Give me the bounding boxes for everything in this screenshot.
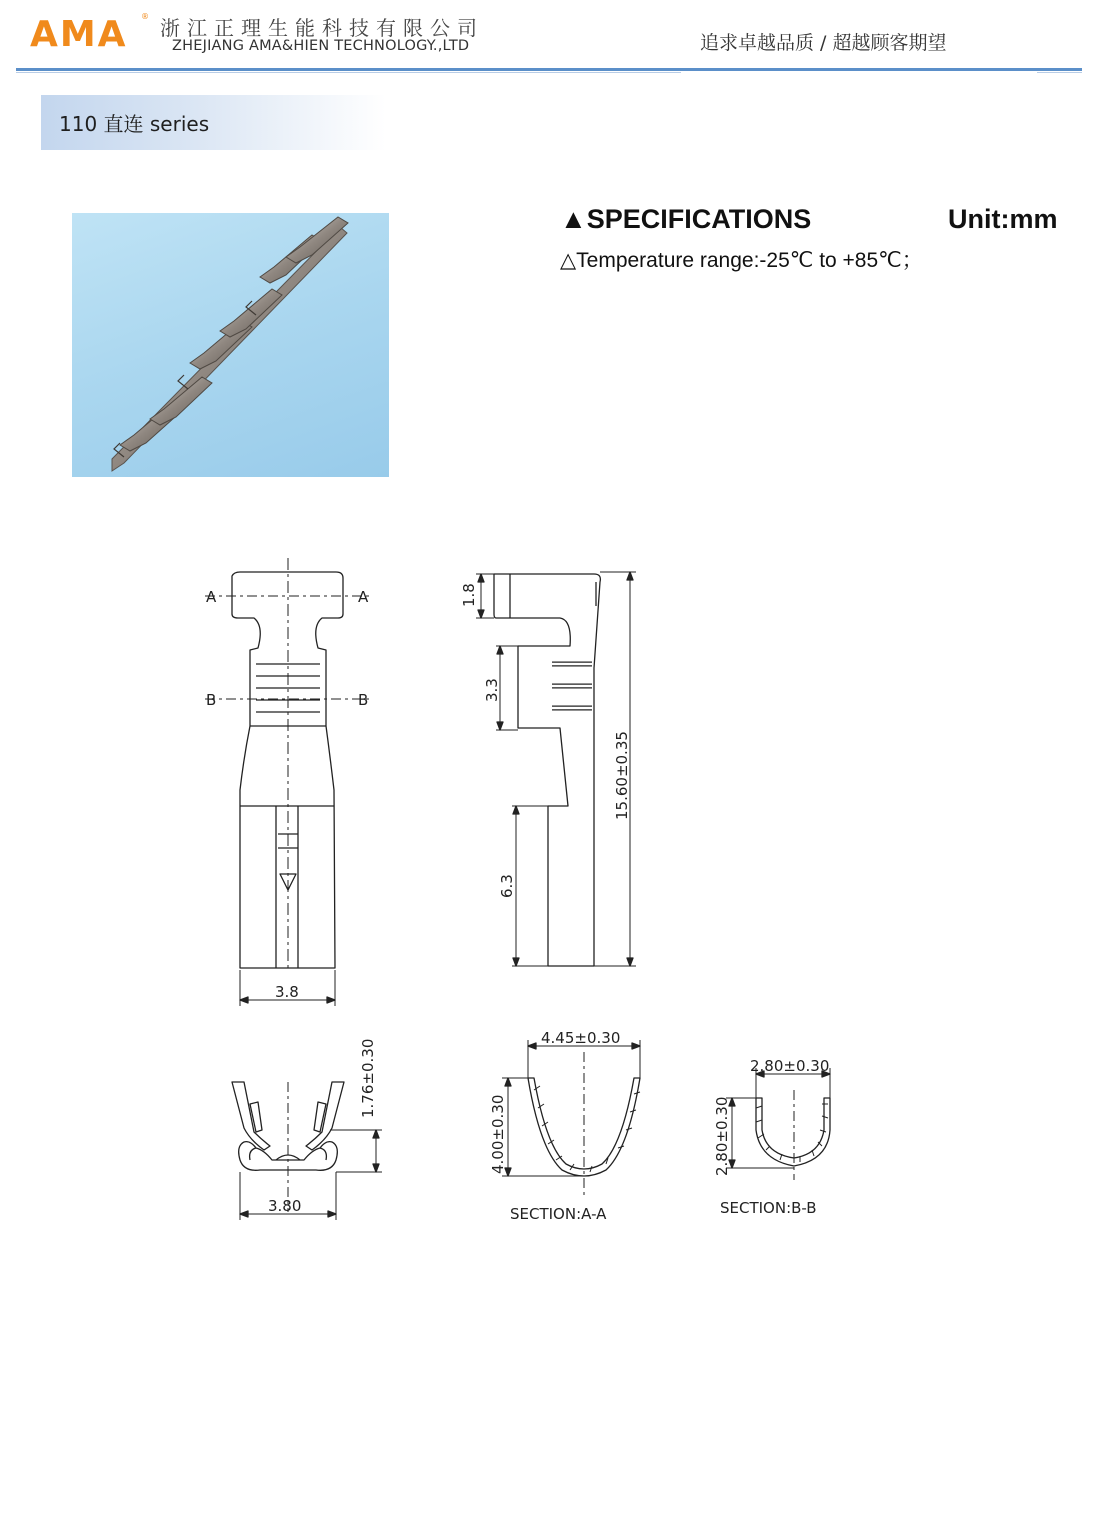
side-view: [476, 572, 636, 966]
company-name-cn: 浙江正理生能科技有限公司: [160, 16, 484, 40]
unit-label: Unit:mm: [948, 204, 1058, 234]
section-bb-width: 2.80±0.30: [750, 1057, 830, 1075]
product-photo: [72, 213, 389, 477]
end-height-dimension: 1.76±0.30: [359, 1038, 377, 1118]
front-width-dimension: 3.8: [275, 983, 299, 1001]
section-a-left: A: [206, 588, 217, 606]
company-name-en: ZHEJIANG AMA&HIEN TECHNOLOGY.,LTD: [172, 38, 470, 54]
company-slogan: 追求卓越品质 / 超越顾客期望: [700, 32, 947, 54]
section-aa-width: 4.45±0.30: [541, 1029, 621, 1047]
section-b-left: B: [206, 691, 217, 709]
header-rule: [16, 68, 1082, 71]
front-view: [205, 558, 372, 1006]
side-dimension-top: 1.8: [460, 583, 478, 607]
section-a-right: A: [358, 588, 369, 606]
series-title: 110 直连 series: [59, 112, 210, 136]
side-dimension-bottom: 6.3: [498, 874, 516, 898]
section-bb-view: [726, 1068, 830, 1180]
technical-drawing: [0, 540, 1096, 1240]
end-width-dimension: 3.80: [268, 1197, 302, 1215]
terminal-strip-image: [72, 213, 389, 477]
temperature-range: △Temperature range:-25℃ to +85℃；: [560, 249, 923, 272]
section-aa-view: [502, 1040, 640, 1196]
section-aa-height: 4.00±0.30: [489, 1094, 507, 1174]
side-dimension-mid: 3.3: [483, 678, 501, 702]
header-rule-thin-left: [16, 72, 681, 73]
section-bb-caption: SECTION:B-B: [720, 1199, 817, 1217]
header-rule-thin-right: [1037, 72, 1082, 73]
company-logo: AMA: [30, 14, 128, 55]
section-aa-caption: SECTION:A-A: [510, 1205, 607, 1223]
section-bb-height: 2.80±0.30: [713, 1096, 731, 1176]
specifications-heading: ▲SPECIFICATIONS: [560, 204, 812, 234]
section-b-right: B: [358, 691, 369, 709]
registered-mark: ®: [141, 12, 149, 21]
side-dimension-overall: 15.60±0.35: [613, 731, 631, 820]
